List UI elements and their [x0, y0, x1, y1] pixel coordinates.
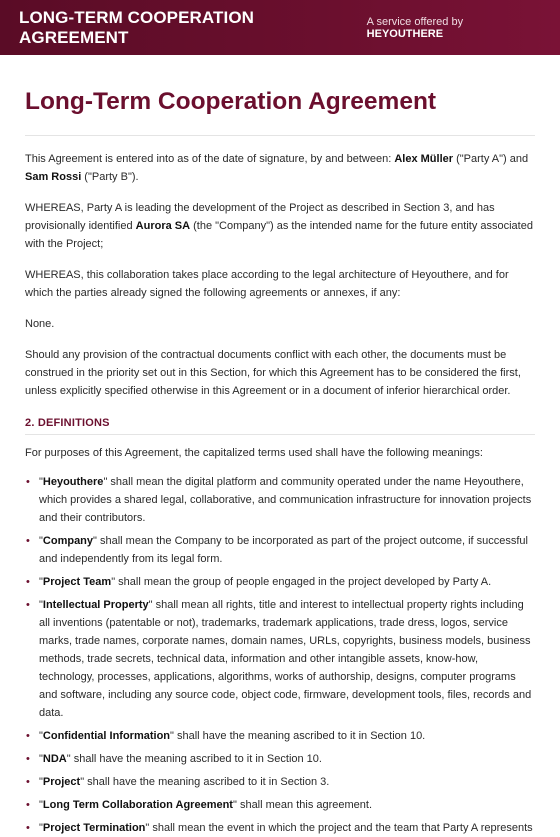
intro-text-2: ("Party A") and — [453, 153, 529, 165]
header-service-note — [367, 16, 542, 40]
list-item: • "Project Team" shall mean the group of people engaged in the project developed by Party A. — [25, 573, 535, 591]
header-title: LONG-TERM COOPERATION AGREEMENT — [19, 7, 255, 47]
intro-text-3: ("Party B"). — [81, 171, 139, 183]
section-heading-definitions: 2. DEFINITIONS — [25, 417, 535, 435]
list-item: • "NDA" shall have the meaning ascribed to it in Section 10. — [25, 750, 535, 768]
definitions-list — [25, 473, 535, 837]
definition-term: Heyouthere — [42, 476, 104, 488]
bullet-icon: • — [26, 799, 30, 811]
bullet-icon: • — [26, 576, 30, 588]
document-header — [0, 0, 560, 55]
party-a-name: Alex Müller — [394, 153, 454, 165]
service-prefix: A service offered by — [366, 15, 464, 28]
bullet-icon: • — [26, 730, 30, 742]
definition-term: Long Term Collaboration Agreement — [42, 799, 233, 811]
annexes-none: None. — [25, 318, 55, 330]
whereas-paragraph-2: WHEREAS, this collaboration takes place according to the legal architecture of Heyouthere, and for which the parties already signed the following agreements or annexes, if any: — [25, 269, 509, 299]
whereas1-text-1: WHEREAS, Party A is leading the development of the Project as described in Section 3, and has provisionally identified — [25, 202, 495, 232]
definition-text: " shall mean the event in which the project and the team that Party A represents — [145, 822, 533, 834]
list-item: • "Project" shall have the meaning ascribed to it in Section 3. — [25, 773, 535, 791]
list-item: • "Intellectual Property" shall mean all rights, title and interest to intellectual property rights including all inventions (patentable or not), trademarks, trademark applications, trade dress, logos, service marks, trade names, corporate names, domain names, URLs, copyrights, business models, business methods, trade secrets, technical data, information and other intangible assets, know-how, technology, processes, applications, algorithms, works of authorship, designs, computer programs and software, including any source code, object code, firmware, development tools, files, records and data. — [25, 596, 535, 722]
bullet-icon: • — [26, 753, 30, 765]
definition-text: " shall have the meaning ascribed to it in Section 10. — [66, 753, 322, 765]
document-body — [0, 88, 560, 837]
list-item: • "Heyouthere" shall mean the digital platform and community operated under the name Heyouthere, which provides a shared legal, collaborative, and communication infrastructure for innovation projects and their contributors. — [25, 473, 535, 527]
service-brand: HEYOUTHERE — [366, 27, 444, 40]
definition-term: Company — [42, 535, 94, 547]
definition-text: " shall have the meaning ascribed to it in Section 3. — [80, 776, 330, 788]
definition-term: NDA — [42, 753, 67, 765]
document-title: Long-Term Cooperation Agreement — [25, 88, 535, 136]
definition-text: " shall mean this agreement. — [232, 799, 373, 811]
definition-text: " shall mean the digital platform and community operated under the name Heyouthere, which provides a shared legal, collaborative, and communication infrastructure for innovation projects and their contributors. — [39, 476, 532, 524]
list-item: • "Confidential Information" shall have the meaning ascribed to it in Section 10. — [25, 727, 535, 745]
definition-term: Project Termination — [42, 822, 146, 834]
bullet-icon: • — [26, 476, 30, 488]
bullet-icon: • — [26, 599, 30, 611]
definition-text: " shall mean the group of people engaged in the project developed by Party A. — [111, 576, 492, 588]
conflict-paragraph: Should any provision of the contractual documents conflict with each other, the documents must be construed in the priority set out in this Section, for which this Agreement has to be considered the first, unless explicitly specified otherwise in this Agreement or in a document of inferior hierarchical order. — [25, 349, 521, 397]
party-b-name: Sam Rossi — [25, 171, 82, 183]
bullet-icon: • — [26, 822, 30, 834]
company-name: Aurora SA — [135, 220, 191, 232]
list-item: • "Project Termination" shall mean the event in which the project and the team that Party A represents — [25, 819, 535, 837]
definition-term: Intellectual Property — [42, 599, 149, 611]
definition-term: Project — [42, 776, 81, 788]
whereas1-text-2: (the "Company") as the intended name for the future entity associated with the Project; — [25, 220, 533, 250]
definition-text: " shall mean all rights, title and interest to intellectual property rights including all inventions (patentable or not), trademarks, trademark applications, trade dress, logos, service marks, trade names, corporate names, domain names, URLs, copyrights, business models, business methods, trade secrets, technical data, information and other intangible assets, know-how, technology, processes, applications, algorithms, works of authorship, designs, computer programs and software, including any source code, object code, firmware, development tools, files, records and data. — [39, 599, 532, 719]
definitions-intro: For purposes of this Agreement, the capitalized terms used shall have the following meanings: — [25, 447, 483, 459]
bullet-icon: • — [26, 776, 30, 788]
definition-term: Project Team — [42, 576, 112, 588]
definition-text: " shall have the meaning ascribed to it in Section 10. — [170, 730, 426, 742]
bullet-icon: • — [26, 535, 30, 547]
definition-text: " shall mean the Company to be incorporated as part of the project outcome, if successful and independently from its legal form. — [39, 535, 528, 565]
whereas-paragraph-1 — [25, 199, 535, 253]
definition-term: Confidential Information — [42, 730, 171, 742]
list-item: • "Long Term Collaboration Agreement" shall mean this agreement. — [25, 796, 535, 814]
intro-text-1: This Agreement is entered into as of the date of signature, by and between: — [25, 153, 395, 165]
list-item: • "Company" shall mean the Company to be incorporated as part of the project outcome, if successful and independently from its legal form. — [25, 532, 535, 568]
intro-paragraph — [25, 150, 535, 186]
